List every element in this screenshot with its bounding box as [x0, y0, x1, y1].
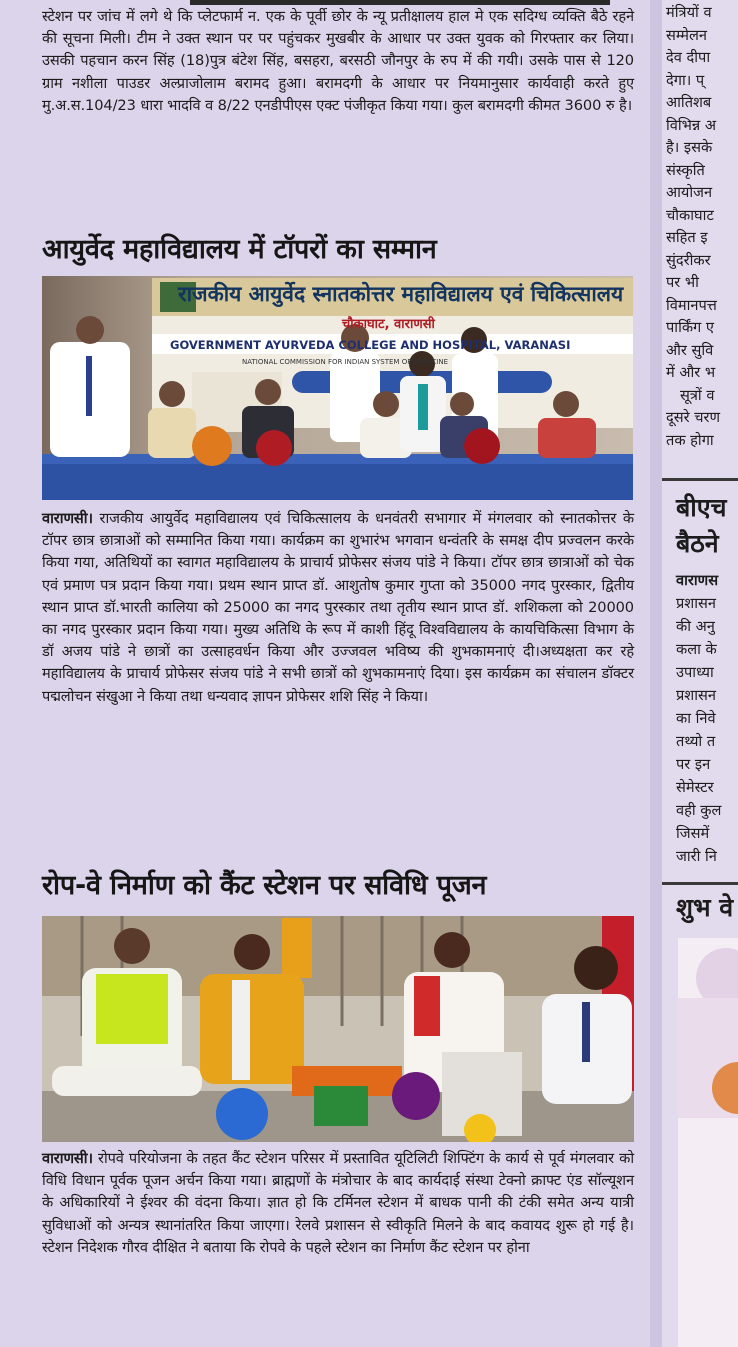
right-line: वही कुल: [676, 802, 722, 819]
banner-hindi: राजकीय आयुर्वेद स्नातकोत्तर महाविद्यालय एवं चिकित्सालय: [178, 282, 624, 306]
ropeway-body: [42, 1148, 634, 1259]
right-line: सम्मेलन: [666, 26, 707, 44]
right-line: जिसमें: [676, 825, 710, 842]
ayurved-dateline: वाराणसी।: [42, 510, 93, 527]
right-line: सुंदरीकर: [666, 251, 711, 269]
right-line: विमानपत्त: [666, 296, 717, 314]
shubh-headline: शुभ वे: [676, 893, 734, 922]
right-line: विभिन्न अ: [666, 116, 717, 134]
top-rule: [190, 0, 610, 5]
right-line: सहित इ: [666, 229, 708, 246]
ropeway-body-text: रोपवे परियोजना के तहत कैंट स्टेशन परिसर में प्रस्तावित यूटिलिटी शिफ्टिंग के कार्य से पूर्व मंगलवार को विधि विधान पूर्वक पूजन अर्चन किया गया। ब्राह्मणों के मंत्रोचार के बाद कार्यदाई संस्था टेक्नो क्राफ्ट एंड सॉल्यूशन के अधिकारियों ने ईश्वर की वंदना किया। ज्ञात हो कि टर्मिनल स्टेशन में बाधक पानी की टंकी समेत अन्य यात्री सुविधाओं को अन्यत्र स्थानांतरित किया जाएगा। रेलवे प्रशासन से स्वीकृति मिलने के बाद कवायद शुरू हो गई है। स्टेशन निदेशक गौरव दीक्षित ने बताया कि रोपवे के पहले स्टेशन का निर्माण कैंट स्टेशन पर होना: [42, 1150, 634, 1256]
ropeway-headline: रोप-वे निर्माण को कैंट स्टेशन पर सविधि पूजन: [42, 870, 487, 901]
right-line: कला के: [676, 641, 717, 658]
right-line: जारी नि: [676, 848, 717, 865]
ayurved-body: [42, 508, 634, 708]
right-line: में और भ: [666, 364, 716, 381]
right-line: दूसरे चरण: [666, 409, 721, 426]
column-gutter: [650, 0, 662, 1347]
right-line: है। इसके: [666, 139, 713, 156]
right-line: प्रशासन: [676, 595, 716, 612]
ropeway-photo-art: [42, 916, 634, 1142]
ayurved-body-text: राजकीय आयुर्वेद महाविद्यालय एवं चिकित्सालय के धनवंतरी सभागार में मंगलवार को स्नातकोत्तर के टॉपर छात्र छात्राओं को सम्मानित किया गया। कार्यक्रम का शुभारंभ भगवान धन्वंतरि के समक्ष दीप प्रज्वलन करके किया गया, अतिथियों का स्वागत महाविद्यालय के प्राचार्य प्रोफेसर संजय पांडे ने किया। टॉपर छात्र छात्राओं को चेक एवं प्रमाण पत्र प्रदान किया गया। प्रथम स्थान प्राप्त डॉ. आशुतोष कुमार गुप्ता को 35000 नगद पुरस्कार, द्वितीय स्थान प्राप्त डॉ.भारती कालिया को 25000 का नगद पुरस्कार तथा तृतीय स्थान प्राप्त डॉ. शशिकला को 20000 का नगद पुरस्कार प्रदान किया गया। मुख्य अतिथि के रूप में काशी हिंदू विश्वविद्यालय के कायचिकित्सा विभाग के डॉ अजय पांडे ने छात्रों का उत्साहवर्धन किया और उज्जवल भविष्य की शुभकामनाएं दी।अध्यक्षता कर रहे महाविद्यालय के प्राचार्य प्रोफेसर संजय पांडे ने सभी छात्रों को शुभकामनाएं दिया। इस कार्यक्रम का संचालन डॉक्टर पद्मलोचन संखुआ ने किया तथा धन्यवाद ज्ञापन प्रोफेसर शशि सिंह ने किया।: [42, 510, 634, 705]
ropeway-dateline: वाराणसी।: [42, 1150, 93, 1167]
right-line: उपाध्या: [676, 664, 714, 681]
banner-place: चौकाघाट, वाराणसी: [342, 317, 435, 332]
bhu-headline-line1: बीएच: [676, 493, 727, 522]
right-divider: [662, 478, 738, 481]
right-line: आतिशब: [666, 94, 712, 111]
bhu-headline-line2: बैठने: [676, 529, 719, 558]
right-line: तथ्यो त: [676, 733, 716, 750]
right-photo-art: [678, 938, 738, 1347]
right-line: देव दीपा: [666, 49, 711, 66]
right-line: पार्किंग ए: [666, 319, 714, 336]
right-line: आयोजन: [666, 184, 713, 201]
right-line: पर इन: [676, 756, 711, 773]
right-line: प्रशासन: [676, 687, 716, 704]
right-column: [662, 0, 738, 1347]
right-line: मंत्रियों व: [666, 4, 712, 21]
right-line: तक होगा: [666, 431, 714, 449]
ayurved-photo: [42, 276, 633, 500]
ayurved-photo-art: [42, 276, 633, 500]
banner-sub: NATIONAL COMMISSION FOR INDIAN SYSTEM OF MEDICINE: [242, 358, 448, 366]
right-photo: [678, 938, 738, 1347]
right-line: का निवे: [676, 710, 716, 727]
right-line: सूत्रों व: [680, 386, 715, 404]
right-line: सेमेस्टर: [676, 779, 714, 796]
right-line: और सुवि: [666, 341, 714, 359]
right-line: की अनु: [676, 618, 715, 635]
right-line: देगा। प्: [666, 71, 705, 89]
right-line: पर भी: [666, 274, 699, 291]
top-article-text: स्टेशन पर जांच में लगे थे कि प्लेटफार्म न. एक के पूर्वी छोर के न्यू प्रतीक्षालय हाल मे एक सदिग्ध व्यक्ति बैठे रहने की सूचना मिली। टीम ने उक्त स्थान पर पर पहुंचकर मुखबीर के आधार पर उक्त युवक को गिरफ्तार कर लिया। उसकी पहचान करन सिंह (18)पुत्र बंटेश सिंह, बसहरा, बरसठी जौनपुर के रुप में की गयी। उसके पास से 120 ग्राम नशीला पाउडर अल्प्राजोलाम बरामद हुआ। बरामदगी के आधार पर नियमानुसार कार्यवाही करते हुए मु.अ.स.104/23 धारा भादवि व 8/22 एनडीपीएस एक्ट पंजीकृत किया गया। कुल बरामदगी कीमत 3600 रु है।: [42, 8, 634, 114]
right-divider-2: [662, 882, 738, 885]
right-line: चौकाघाट: [666, 206, 714, 224]
banner-english: GOVERNMENT AYURVEDA COLLEGE AND HOSPITAL, VARANASI: [170, 338, 571, 352]
right-line: संस्कृति: [666, 161, 705, 179]
ropeway-photo: [42, 916, 634, 1142]
right-line: वाराणस: [676, 572, 719, 589]
ayurved-headline: आयुर्वेद महाविद्यालय में टॉपरों का सम्मान: [42, 234, 437, 265]
